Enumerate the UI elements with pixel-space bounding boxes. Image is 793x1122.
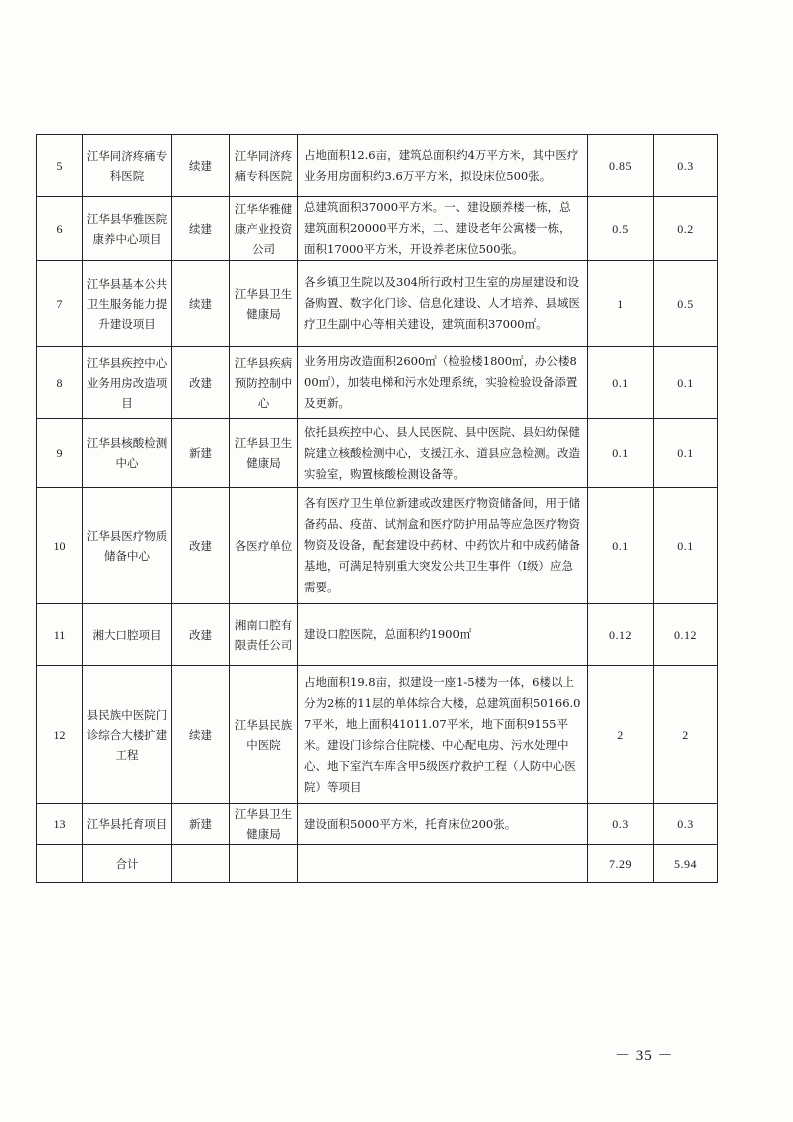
value-col-1: 0.1 — [588, 488, 654, 604]
construction-type: 续建 — [172, 261, 230, 347]
project-description: 建设面积5000平方米，托育床位200张。 — [298, 804, 588, 845]
table-row — [37, 666, 718, 804]
table-row — [37, 604, 718, 666]
table-row — [37, 135, 718, 197]
value-col-2: 0.1 — [654, 419, 718, 488]
total-row — [37, 845, 718, 883]
table-body — [37, 135, 718, 883]
value-col-1: 0.1 — [588, 419, 654, 488]
row-number: 13 — [37, 804, 83, 845]
table-row — [37, 419, 718, 488]
project-name: 江华县基本公共卫生服务能力提升建设项目 — [83, 261, 172, 347]
value-col-2: 0.1 — [654, 347, 718, 419]
value-col-1: 0.12 — [588, 604, 654, 666]
owner-unit: 湘南口腔有限责任公司 — [230, 604, 298, 666]
construction-type: 改建 — [172, 347, 230, 419]
owner-unit: 江华县卫生健康局 — [230, 804, 298, 845]
total-label: 合计 — [83, 845, 172, 883]
total-value-col-2: 5.94 — [654, 845, 718, 883]
construction-type: 新建 — [172, 419, 230, 488]
construction-type: 续建 — [172, 666, 230, 804]
total-empty-cell — [298, 845, 588, 883]
row-number: 9 — [37, 419, 83, 488]
project-name: 江华县核酸检测中心 — [83, 419, 172, 488]
table-row — [37, 804, 718, 845]
construction-type: 改建 — [172, 488, 230, 604]
page-number: － 35 － — [615, 1048, 674, 1064]
project-description: 各有医疗卫生单位新建或改建医疗物资储备间，用于储备药品、疫苗、试剂盒和医疗防护用品等应急医疗物资物资及设备，配套建设中药材、中药饮片和中成药储备基地，可满足特别重大突发公共卫生事件（Ⅰ级）应急需要。 — [298, 488, 588, 604]
project-name: 湘大口腔项目 — [83, 604, 172, 666]
value-col-2: 0.3 — [654, 804, 718, 845]
row-number: 6 — [37, 197, 83, 261]
value-col-2: 0.3 — [654, 135, 718, 197]
row-number: 7 — [37, 261, 83, 347]
table-row — [37, 261, 718, 347]
value-col-2: 0.12 — [654, 604, 718, 666]
value-col-1: 0.1 — [588, 347, 654, 419]
owner-unit: 各医疗单位 — [230, 488, 298, 604]
value-col-1: 0.85 — [588, 135, 654, 197]
project-name: 江华县华雅医院康养中心项目 — [83, 197, 172, 261]
project-name: 江华县托育项目 — [83, 804, 172, 845]
row-number: 11 — [37, 604, 83, 666]
owner-unit: 江华同济疼痛专科医院 — [230, 135, 298, 197]
construction-type: 续建 — [172, 197, 230, 261]
owner-unit: 江华县民族中医院 — [230, 666, 298, 804]
value-col-2: 0.1 — [654, 488, 718, 604]
row-number: 10 — [37, 488, 83, 604]
construction-type: 续建 — [172, 135, 230, 197]
total-empty-cell — [172, 845, 230, 883]
value-col-2: 0.2 — [654, 197, 718, 261]
value-col-2: 2 — [654, 666, 718, 804]
value-col-1: 0.5 — [588, 197, 654, 261]
project-description: 业务用房改造面积2600㎡（检验楼1800㎡，办公楼800㎡），加装电梯和污水处理系统，实验检验设备添置及更新。 — [298, 347, 588, 419]
project-name: 江华县医疗物质储备中心 — [83, 488, 172, 604]
project-description: 占地面积12.6亩，建筑总面积约4万平方米，其中医疗业务用房面积约3.6万平方米，拟设床位500张。 — [298, 135, 588, 197]
project-description: 建设口腔医院，总面积约1900㎡ — [298, 604, 588, 666]
project-name: 江华县疾控中心业务用房改造项目 — [83, 347, 172, 419]
total-value-col-1: 7.29 — [588, 845, 654, 883]
project-description: 各乡镇卫生院以及304所行政村卫生室的房屋建设和设备购置、数字化门诊、信息化建设、人才培养、县域医疗卫生副中心等相关建设，建筑面积37000㎡。 — [298, 261, 588, 347]
table-row — [37, 197, 718, 261]
value-col-1: 1 — [588, 261, 654, 347]
owner-unit: 江华县卫生健康局 — [230, 261, 298, 347]
row-number: 8 — [37, 347, 83, 419]
owner-unit: 江华华雅健康产业投资公司 — [230, 197, 298, 261]
value-col-2: 0.5 — [654, 261, 718, 347]
owner-unit: 江华县疾病预防控制中心 — [230, 347, 298, 419]
construction-type: 改建 — [172, 604, 230, 666]
table-row — [37, 488, 718, 604]
table-row — [37, 347, 718, 419]
value-col-1: 0.3 — [588, 804, 654, 845]
value-col-1: 2 — [588, 666, 654, 804]
project-name: 江华同济疼痛专科医院 — [83, 135, 172, 197]
construction-type: 新建 — [172, 804, 230, 845]
total-empty-cell — [230, 845, 298, 883]
row-number: 12 — [37, 666, 83, 804]
total-empty-cell — [37, 845, 83, 883]
row-number: 5 — [37, 135, 83, 197]
project-description: 总建筑面积37000平方米。一、建设颐养楼一栋，总建筑面积20000平方米，二、建设老年公寓楼一栋，面积17000平方米，开设养老床位500张。 — [298, 197, 588, 261]
projects-table — [36, 134, 718, 883]
project-name: 县民族中医院门诊综合大楼扩建工程 — [83, 666, 172, 804]
project-description: 依托县疾控中心、县人民医院、县中医院、县妇幼保健院建立核酸检测中心，支援江永、道县应急检测。改造实验室，购置核酸检测设备等。 — [298, 419, 588, 488]
project-description: 占地面积19.8亩，拟建设一座1-5楼为一体，6楼以上分为2栋的11层的单体综合大楼，总建筑面积50166.07平米，地上面积41011.07平米，地下面积9155平米。建设门诊综合住院楼、中心配电房、污水处理中心、地下室汽车库含甲5级医疗救护工程（人防中心医院）等项目 — [298, 666, 588, 804]
owner-unit: 江华县卫生健康局 — [230, 419, 298, 488]
